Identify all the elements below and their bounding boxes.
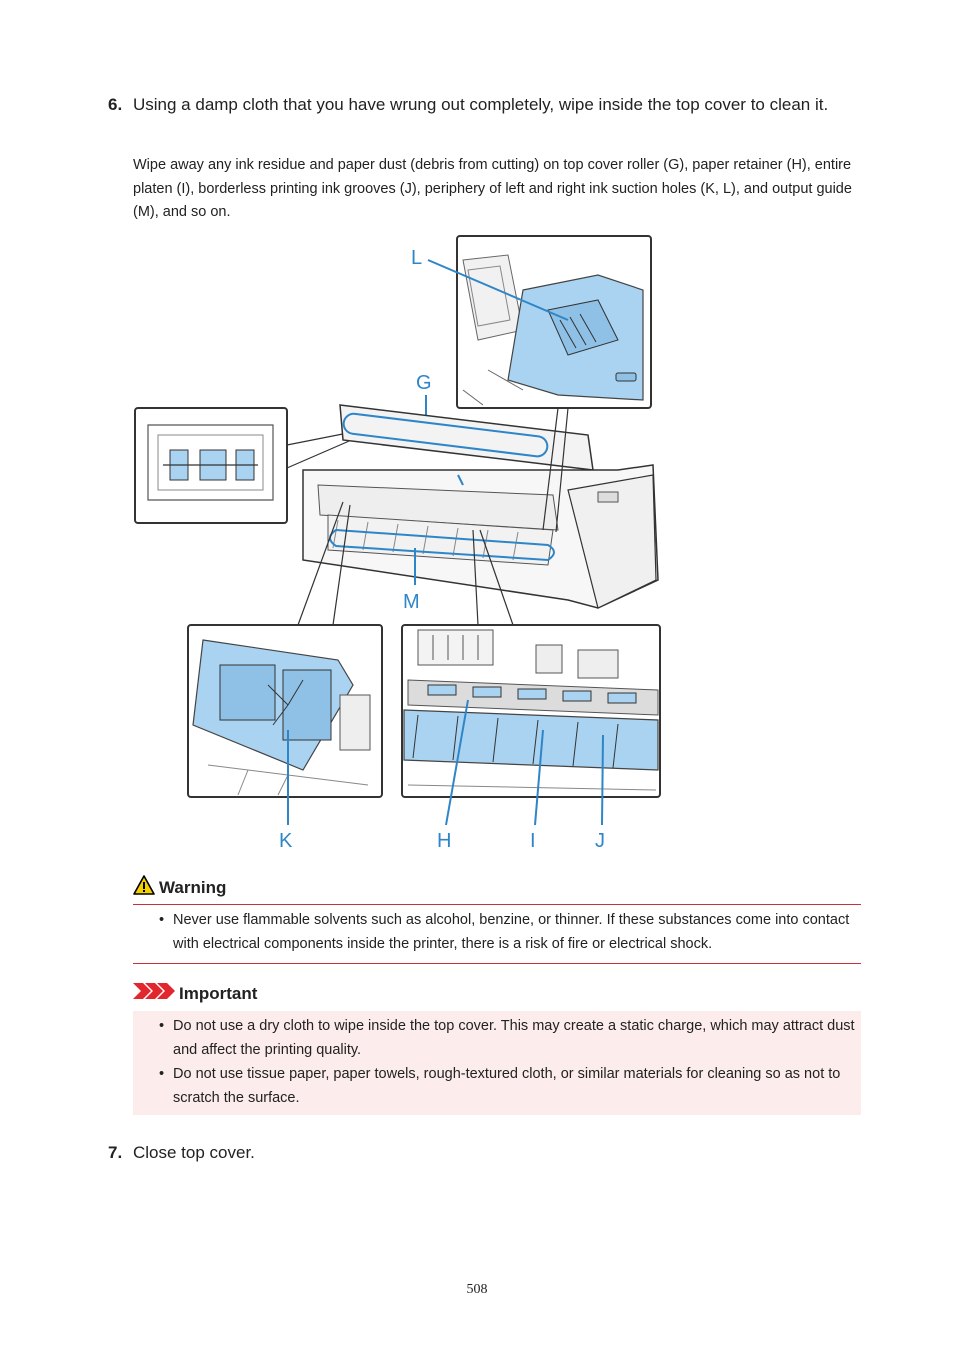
label-I: I [530,830,536,852]
label-K: K [279,830,293,852]
important-chevrons-icon [133,983,175,1004]
page-number: 508 [466,1282,488,1297]
inset-platen [402,625,660,825]
important-heading [133,983,257,1004]
important-item: • Do not use a dry cloth to wipe inside the top cover. This may create a static charge, which may attract dust and affect the printing quality. [133,1014,861,1062]
label-H: H [437,830,452,852]
step-number: 7. [108,1143,123,1162]
label-M: M [403,591,420,613]
inset-ink-suction-hole-left [188,625,382,825]
printer-cleaning-figure [128,230,668,860]
warning-bottom-rule [133,963,861,964]
warning-heading [133,875,226,900]
label-J: J [595,830,605,852]
warning-icon [133,875,155,900]
inset-ink-suction-hole-right [428,236,651,408]
important-title: Important [179,983,258,1003]
step-7 [108,1139,858,1166]
label-L: L [411,247,423,269]
step-text: Using a damp cloth that you have wrung out completely, wipe inside the top cover to clean it. [133,95,829,114]
step-6 [108,91,858,118]
warning-item: • Never use flammable solvents such as alcohol, benzine, or thinner. If these substances come into contact with electrical components inside the printer, there is a risk of fire or electrical shock. [133,908,861,956]
label-G: G [416,372,432,394]
warning-title: Warning [159,877,227,897]
step-number: 6. [108,95,123,114]
important-item: • Do not use tissue paper, paper towels, rough-textured cloth, or similar materials for cleaning so as not to scratch the surface. [133,1062,861,1110]
warning-list [133,908,861,956]
printer-illustration [303,405,658,608]
warning-top-rule [133,904,861,905]
step-text: Close top cover. [133,1143,255,1162]
important-list [133,1014,861,1110]
step-description: Wipe away any ink residue and paper dust (debris from cutting) on top cover roller (G), paper retainer (H), entire platen (I), borderless printing ink grooves (J), periphery of left and right ink suction holes (K, L), and output guide (M), and so on. [133,157,852,220]
